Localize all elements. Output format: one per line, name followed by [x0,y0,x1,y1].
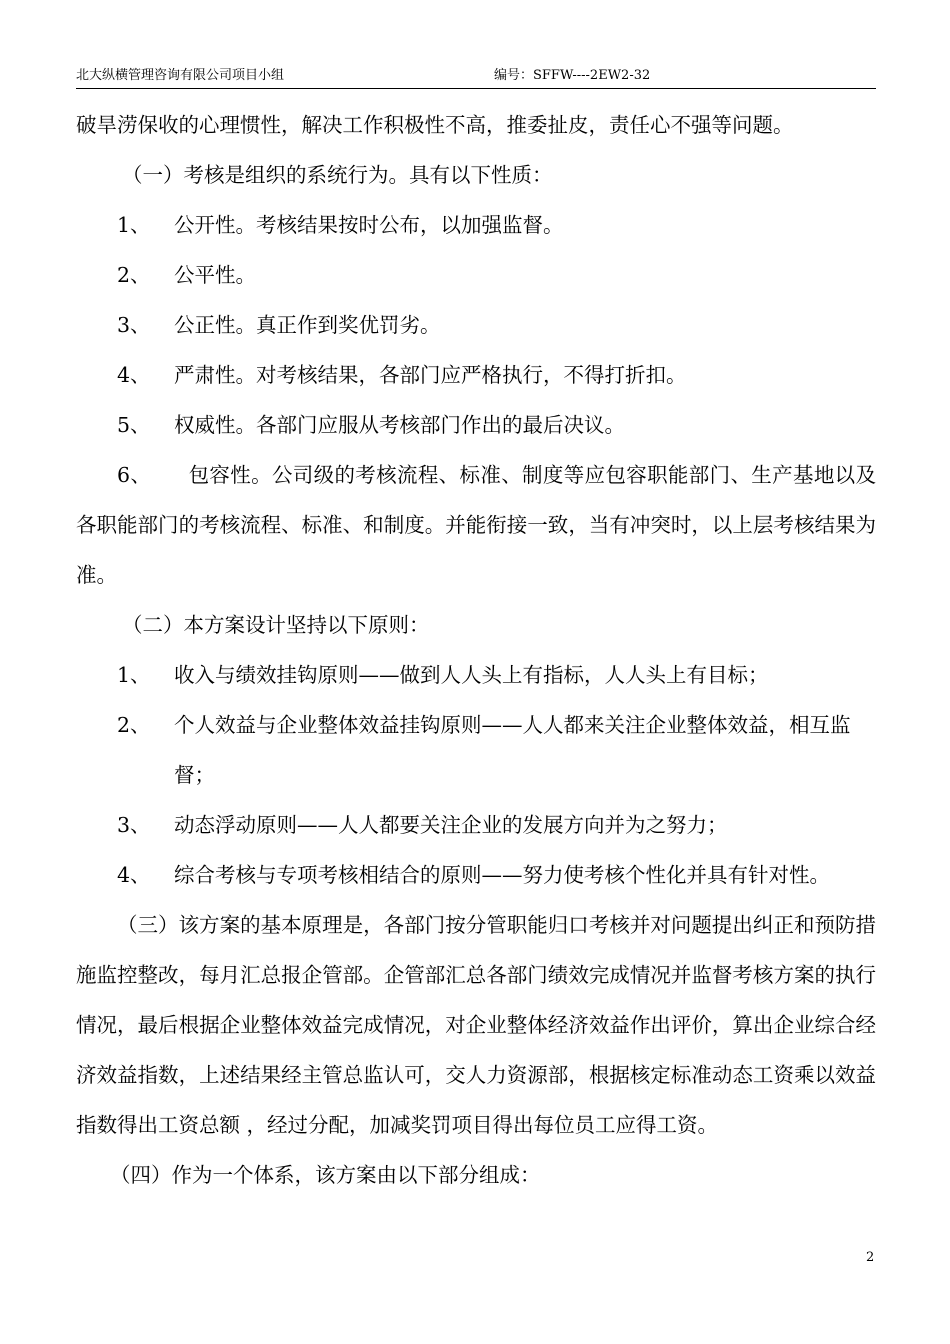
list-item [76,350,876,400]
document-body [76,100,876,1200]
list-item [76,200,876,250]
list-item [76,650,876,700]
list-item-text: 包容性。公司级的考核流程、标准、制度等应包容职能部门、生产基地以及各职能部门的考核流程、标准、和制度。并能衔接一致，当有冲突时，以上层考核结果为准。 [76,463,877,587]
list-item-number: 1、 [117,663,151,687]
list-item-text: 动态浮动原则——人人都要关注企业的发展方向并为之努力； [174,813,728,837]
list-item-text: 权威性。各部门应服从考核部门作出的最后决议。 [174,413,625,437]
list-item-number: 1、 [117,213,151,237]
list-item [76,250,876,300]
list-item-text: 公开性。考核结果按时公布，以加强监督。 [174,213,564,237]
intro-paragraph: 破旱涝保收的心理惯性，解决工作积极性不高，推委扯皮，责任心不强等问题。 [76,113,794,137]
list-item-text: 公正性。真正作到奖优罚劣。 [174,313,441,337]
list-item-number: 2、 [117,263,151,287]
header-org: 北大纵横管理咨询有限公司项目小组 [76,68,285,83]
list-item-number: 3、 [117,313,151,337]
section-2-title: （二）本方案设计坚持以下原则： [122,613,430,637]
list-item-text: 公平性。 [174,263,256,287]
page-number: 2 [866,1250,875,1265]
list-item-text: 收入与绩效挂钩原则——做到人人头上有指标，人人头上有目标； [174,663,769,687]
section-3-paragraph: （三）该方案的基本原理是，各部门按分管职能归口考核并对问题提出纠正和预防措施监控整改，每月汇总报企管部。企管部汇总各部门绩效完成情况并监督考核方案的执行情况，最后根据企业整体效益完成情况，对企业整体经济效益作出评价，算出企业综合经济效益指数，上述结果经主管总监认可，交人力资源部，根据核定标准动态工资乘以效益指数得出工资总额 ，经过分配，加减奖罚项目得出每位员工应得工资。 [76,913,876,1137]
list-item-text: 严肃性。对考核结果，各部门应严格执行，不得打折扣。 [174,363,687,387]
list-item [76,700,876,800]
list-item [76,300,876,350]
list-item-text: 个人效益与企业整体效益挂钩原则——人人都来关注企业整体效益，相互监督； [174,713,851,787]
list-item-number: 6、 [117,463,152,487]
list-item [76,850,876,900]
list-item-number: 4、 [117,363,151,387]
page-header [76,66,876,89]
list-item-number: 2、 [117,713,151,737]
list-item-number: 3、 [117,813,151,837]
list-item-number: 5、 [117,413,151,437]
list-item-text: 综合考核与专项考核相结合的原则——努力使考核个性化并具有针对性。 [174,863,830,887]
list-item-wrapping [76,450,876,600]
section-4-title: （四）作为一个体系，该方案由以下部分组成： [110,1163,541,1187]
section-1-title: （一）考核是组织的系统行为。具有以下性质： [122,163,553,187]
list-item [76,800,876,850]
list-item [76,400,876,450]
header-doc-code: 编号：SFFW----2EW2-32 [494,68,651,83]
list-item-number: 4、 [117,863,151,887]
